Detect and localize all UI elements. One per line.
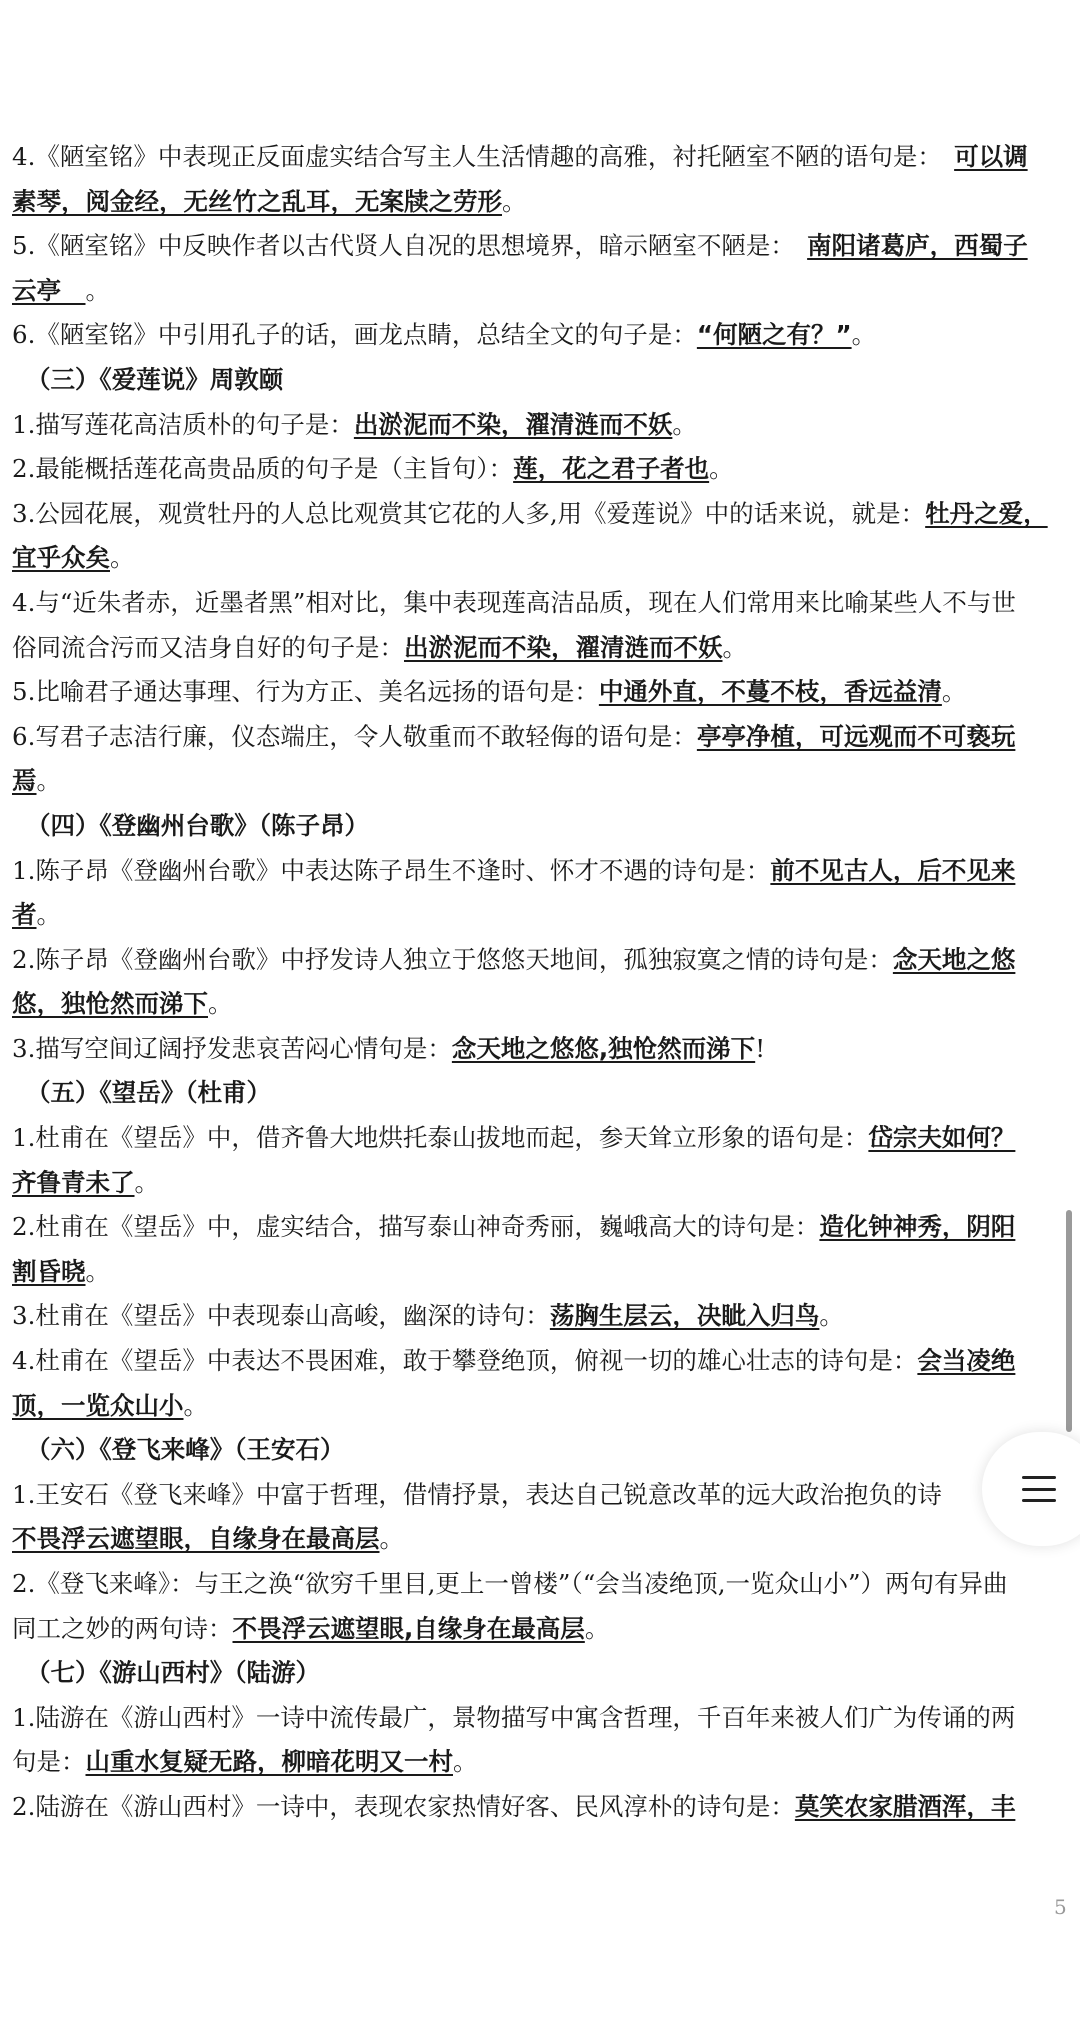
line-suffix: 。 (502, 186, 527, 216)
section-heading (12, 1428, 1068, 1473)
answer-text: 念天地之悠 (892, 944, 1016, 974)
line-suffix: 。 (941, 677, 967, 707)
answer-text: 莲，花之君子者也 (513, 454, 710, 484)
line-text: 6.写君子志洁行廉，仪态端庄，令人敬重而不敢轻侮的语句是： (12, 721, 697, 751)
scrollbar[interactable] (1066, 1210, 1072, 1432)
text-line (12, 492, 1068, 537)
text-line (12, 1294, 1068, 1339)
line-suffix: 。 (851, 320, 877, 350)
answer-text: 会当凌绝 (917, 1346, 1016, 1376)
line-suffix: 。 (722, 632, 747, 662)
line-text: 1.陆游在《游山西村》一诗中流传最广，景物描写中寓含哲理，千百年来被人们广为传诵的两 (12, 1702, 1016, 1732)
text-line (12, 1473, 1068, 1518)
line-suffix: 。 (110, 543, 135, 573)
text-line (12, 1384, 1068, 1429)
answer-text: 岱宗夫如何？ (868, 1123, 1016, 1153)
answer-text: 中通外直，不蔓不枝，香远益清 (598, 677, 942, 707)
line-suffix: 。 (584, 1613, 610, 1643)
line-text: 1.王安石《登飞来峰》中富于哲理，借情抒景，表达自己锐意改革的远大政治抱负的诗 (12, 1479, 942, 1509)
text-line (12, 626, 1068, 671)
text-line (12, 1696, 1068, 1741)
section-heading (12, 804, 1068, 849)
text-line (12, 1205, 1068, 1250)
text-line (12, 313, 1068, 358)
line-text: 4.与“近朱者赤，近墨者黑”相对比，集中表现莲高洁品质，现在人们常用来比喻某些人不与世 (12, 587, 1016, 617)
text-line (12, 759, 1068, 804)
answer-text: 齐鲁青未了 (12, 1167, 135, 1197)
answer-text: 亭亭净植，可远观而不可亵玩 (696, 721, 1016, 751)
answer-text: 南阳诸葛庐，西蜀子 (807, 231, 1028, 261)
answer-text: 出淤泥而不染，濯清涟而不妖 (353, 409, 673, 439)
answer-text: 荡胸生层云，决眦入归鸟 (549, 1301, 820, 1331)
text-line (12, 180, 1068, 225)
line-suffix: 。 (134, 1167, 159, 1197)
line-suffix: 。 (819, 1301, 844, 1331)
answer-text: 不畏浮云遮望眼,自缘身在最高层 (232, 1613, 585, 1643)
text-line (12, 1785, 1068, 1830)
answer-text: 造化钟神秀，阴阳 (819, 1212, 1016, 1242)
text-line (12, 224, 1068, 269)
line-suffix: ! (755, 1033, 766, 1063)
line-text: 2.《登飞来峰》：与王之涣“欲穷千里目,更上一曾楼”（“会当凌绝顶,一览众山小”）两句有异曲 (12, 1569, 1008, 1598)
section-heading (12, 1651, 1068, 1696)
line-suffix: 。 (379, 1524, 404, 1554)
answer-text: 前不见古人，后不见来 (770, 855, 1016, 885)
line-text: 3.杜甫在《望岳》中表现泰山高峻，幽深的诗句： (12, 1301, 550, 1331)
line-text: 2.杜甫在《望岳》中，虚实结合，描写泰山神奇秀丽，巍峨高大的诗句是： (12, 1212, 820, 1242)
line-text: 5.比喻君子通达事理、行为方正、美名远扬的语句是： (12, 677, 599, 707)
line-text: 3.公园花展，观赏牡丹的人总比观赏其它花的人多,用《爱莲说》中的话来说，就是： (12, 498, 926, 528)
answer-text: 不畏浮云遮望眼，自缘身在最高层 (12, 1524, 380, 1554)
answer-text: 云亭 (12, 275, 86, 305)
answer-text: “何陋之有？” (696, 320, 852, 350)
answer-text: 可以调 (954, 142, 1028, 171)
text-line (12, 447, 1068, 492)
line-text: 俗同流合污而又洁身自好的句子是： (12, 632, 404, 662)
answer-text: 出淤泥而不染，濯清涟而不妖 (404, 632, 723, 662)
text-line (12, 849, 1068, 894)
text-line (12, 715, 1068, 760)
line-suffix: 。 (183, 1390, 208, 1420)
line-suffix: 。 (709, 454, 734, 484)
text-line (12, 1740, 1068, 1785)
text-line (12, 1562, 1068, 1607)
line-text: 2.陆游在《游山西村》一诗中，表现农家热情好客、民风淳朴的诗句是： (12, 1791, 795, 1821)
line-suffix: 。 (36, 766, 61, 796)
answer-text: 山重水复疑无路，柳暗花明又一村 (85, 1747, 453, 1777)
text-line (12, 1607, 1068, 1652)
line-text: 1.描写莲花高洁质朴的句子是： (12, 409, 354, 439)
text-line (12, 581, 1068, 626)
answer-text: 牡丹之爱， (925, 498, 1048, 528)
line-text: 1.陈子昂《登幽州台歌》中表达陈子昂生不逢时、怀才不遇的诗句是： (12, 855, 771, 885)
page-number: 5 (1054, 1895, 1067, 1919)
text-line (12, 269, 1068, 314)
line-suffix: 。 (672, 409, 697, 439)
line-text: 5.《陋室铭》中反映作者以古代贤人自况的思想境界，暗示陋室不陋是： (12, 231, 808, 261)
line-text: 3.描写空间辽阔抒发悲哀苦闷心情句是： (12, 1033, 452, 1063)
line-text: 同工之妙的两句诗： (12, 1613, 233, 1643)
line-text: 4.杜甫在《望岳》中表达不畏困难，敢于攀登绝顶，俯视一切的雄心壮志的诗句是： (12, 1346, 918, 1376)
text-line (12, 135, 1068, 180)
answer-text: 莫笑农家腊酒浑，丰 (794, 1791, 1016, 1821)
line-text: （四）《登幽州台歌》（陈子昂） (26, 810, 369, 840)
line-text: 1.杜甫在《望岳》中，借齐鲁大地烘托泰山拔地而起，参天耸立形象的语句是： (12, 1123, 869, 1153)
line-text: 2.陈子昂《登幽州台歌》中抒发诗人独立于悠悠天地间，孤独寂寞之情的诗句是： (12, 944, 893, 974)
text-line (12, 1161, 1068, 1206)
answer-text: 素琴，阅金经，无丝竹之乱耳，无案牍之劳形 (12, 186, 502, 216)
text-line (12, 670, 1068, 715)
answer-text: 者 (12, 900, 37, 930)
menu-icon (1022, 1476, 1056, 1502)
line-suffix: 。 (85, 1256, 110, 1286)
line-text: （六）《登飞来峰》（王安石） (26, 1435, 345, 1465)
section-heading (12, 358, 1068, 403)
answer-text: 焉 (12, 766, 37, 796)
answer-text: 念天地之悠悠,独怆然而涕下 (451, 1033, 756, 1063)
text-line (12, 1116, 1068, 1161)
text-line (12, 403, 1068, 448)
answer-text: 割昏晓 (12, 1256, 86, 1286)
line-suffix: 。 (208, 989, 233, 1019)
line-suffix: 。 (36, 900, 61, 930)
text-line (12, 1339, 1068, 1384)
text-line (12, 1250, 1068, 1295)
line-text: （三）《爱莲说》周敦颐 (26, 364, 284, 394)
line-text: 6.《陋室铭》中引用孔子的话，画龙点睛，总结全文的句子是： (12, 320, 697, 350)
line-text: 4.《陋室铭》中表现正反面虚实结合写主人生活情趣的高雅，衬托陋室不陋的语句是： (12, 142, 955, 171)
text-line (12, 1027, 1068, 1072)
document-body (12, 135, 1068, 1830)
section-heading (12, 1071, 1068, 1116)
answer-text: 宜乎众矣 (12, 543, 110, 573)
answer-text: 悠，独怆然而涕下 (12, 989, 208, 1019)
line-text: 句是： (12, 1747, 86, 1777)
answer-text: 顶，一览众山小 (12, 1390, 184, 1420)
text-line (12, 938, 1068, 983)
line-suffix: 。 (85, 275, 110, 305)
line-suffix: 。 (453, 1747, 478, 1777)
text-line (12, 536, 1068, 581)
line-text: 2.最能概括莲花高贵品质的句子是（主旨句）： (12, 454, 514, 484)
text-line (12, 893, 1068, 938)
text-line (12, 1517, 1068, 1562)
text-line (12, 982, 1068, 1027)
line-text: （五）《望岳》（杜甫） (26, 1078, 271, 1108)
line-text: （七）《游山西村》（陆游） (26, 1658, 320, 1688)
